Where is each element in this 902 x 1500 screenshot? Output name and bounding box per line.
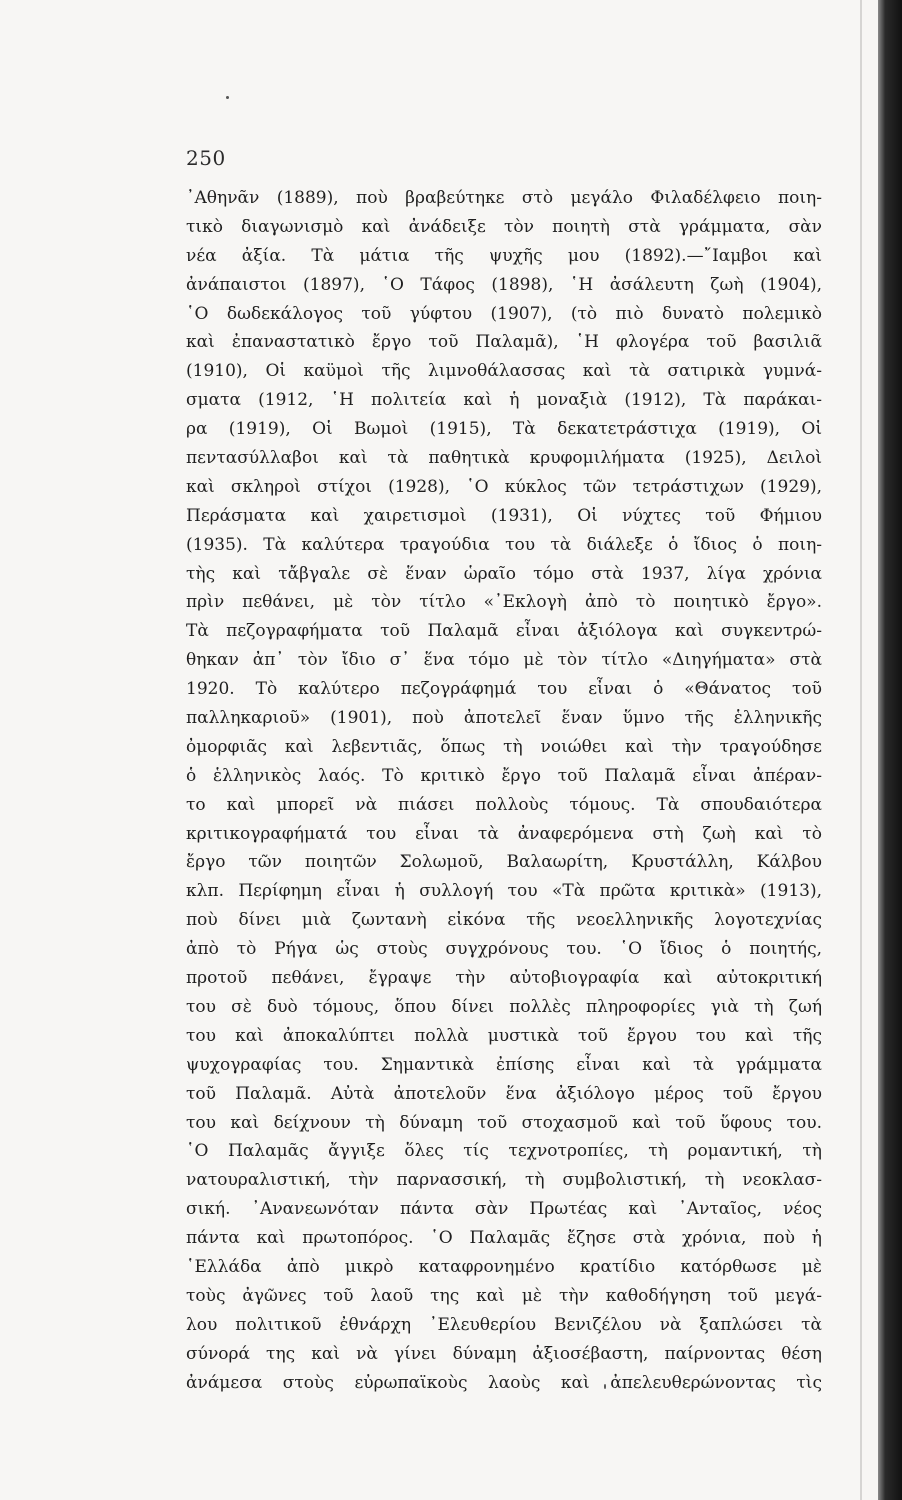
body-text xyxy=(186,184,822,1397)
text-line: Τὰ πεζογραφήματα τοῦ Παλαμᾶ εἶναι ἀξιόλογα καὶ συγκεντρώ- xyxy=(186,621,822,642)
text-line: το καὶ μπορεῖ νὰ πιάσει πολλοὺς τόμους. Τὰ σπουδαιότερα xyxy=(186,794,822,815)
text-line: νατουραλιστική, τὴν παρνασσική, τὴ συμβολιστική, τὴ νεοκλασ- xyxy=(186,1170,822,1191)
page-number: 250 xyxy=(186,146,226,170)
text-line: πεντασύλλαβοι καὶ τὰ παθητικὰ κρυφομιλήματα (1925), Δειλοὶ xyxy=(186,448,822,469)
text-line: ῾Ελλάδα ἀπὸ μικρὸ καταφρονημένο κρατίδιο κατόρθωσε μὲ xyxy=(186,1256,822,1277)
text-line: (1935). Τὰ καλύτερα τραγούδια του τὰ διάλεξε ὁ ἴδιος ὁ ποιη- xyxy=(186,534,822,555)
text-line: λου πολιτικοῦ ἐθνάρχη ᾿Ελευθερίου Βενιζέλου νὰ ξαπλώσει τὰ xyxy=(186,1314,822,1335)
text-line: τοὺς ἀγῶνες τοῦ λαοῦ της καὶ μὲ τὴν καθοδήγηση τοῦ μεγά- xyxy=(186,1285,822,1306)
text-line: πάντα καὶ πρωτοπόρος. ῾Ο Παλαμᾶς ἔζησε στὰ χρόνια, ποὺ ἡ xyxy=(186,1228,822,1249)
text-line: σματα (1912, ῾Η πολιτεία καὶ ἡ μοναξιὰ (1912), Τὰ παράκαι- xyxy=(186,390,822,411)
text-line: ψυχογραφίας του. Σημαντικὰ ἐπίσης εἶναι καὶ τὰ γράμματα xyxy=(186,1054,822,1075)
text-line: σύνορά της καὶ νὰ γίνει δύναμη ἀξιοσέβαστη, παίρνοντας θέση xyxy=(186,1343,822,1364)
text-line: κλπ. Περίφημη εἶναι ἡ συλλογή του «Τὰ πρῶτα κριτικὰ» (1913), xyxy=(186,881,822,902)
text-line: ἔργο τῶν ποιητῶν Σολωμοῦ, Βαλαωρίτη, Κρυστάλλη, Κάλβου xyxy=(186,852,822,873)
text-line: τοῦ Παλαμᾶ. Αὐτὰ ἀποτελοῦν ἕνα ἀξιόλογο μέρος τοῦ ἔργου xyxy=(186,1083,822,1104)
text-line: Περάσματα καὶ χαιρετισμοὶ (1931), Οἱ νύχτες τοῦ Φήμιου xyxy=(186,505,822,526)
text-line: θηκαν ἀπ᾿ τὸν ἴδιο σ᾿ ἕνα τόμο μὲ τὸν τίτλο «Διηγήματα» στὰ xyxy=(186,650,822,671)
text-line: του καὶ ἀποκαλύπτει πολλὰ μυστικὰ τοῦ ἔργου του καὶ τῆς xyxy=(186,1025,822,1046)
text-line: (1910), Οἱ καϋμοὶ τῆς λιμνοθάλασσας καὶ τὰ σατιρικὰ γυμνά- xyxy=(186,361,822,382)
text-line: νέα ἀξία. Τὰ μάτια τῆς ψυχῆς μου (1892).—῎Ιαμβοι καὶ xyxy=(186,245,822,266)
text-line: σική. ᾿Ανανεωνόταν πάντα σὰν Πρωτέας καὶ ᾿Ανταῖος, νέος xyxy=(186,1199,822,1220)
text-line: ρα (1919), Οἱ Βωμοὶ (1915), Τὰ δεκατετράστιχα (1919), Οἱ xyxy=(186,419,822,440)
text-line: ἀπὸ τὸ Ρήγα ὡς στοὺς συγχρόνους του. ῾Ο ἴδιος ὁ ποιητής, xyxy=(186,939,822,960)
text-line: ῾Ο Παλαμᾶς ἄγγιξε ὅλες τίς τεχνοτροπίες, τὴ ρομαντική, τὴ xyxy=(186,1141,822,1162)
scan-edge-shadow xyxy=(878,0,902,1500)
text-line: καὶ ἐπαναστατικὸ ἔργο τοῦ Παλαμᾶ), ῾Η φλογέρα τοῦ βασιλιᾶ xyxy=(186,332,822,353)
text-line: παλληκαριοῦ» (1901), ποὺ ἀποτελεῖ ἕναν ὕμνο τῆς ἑλληνικῆς xyxy=(186,708,822,729)
text-line: ὁ ἑλληνικὸς λαός. Τὸ κριτικὸ ἔργο τοῦ Παλαμᾶ εἶναι ἀπέραν- xyxy=(186,765,822,786)
text-line: ὀμορφιᾶς καὶ λεβεντιᾶς, ὅπως τὴ νοιώθει καὶ τὴν τραγούδησε xyxy=(186,736,822,757)
text-line: 1920. Τὸ καλύτερο πεζογράφημά του εἶναι ὁ «Θάνατος τοῦ xyxy=(186,679,822,700)
text-line: κριτικογραφήματά του εἶναι τὰ ἀναφερόμενα στὴ ζωὴ καὶ τὸ xyxy=(186,823,822,844)
text-line: ᾿Αθηνᾶν (1889), ποὺ βραβεύτηκε στὸ μεγάλο Φιλαδέλφειο ποιη- xyxy=(186,188,822,208)
scan-speck xyxy=(226,96,229,99)
text-line: του σὲ δυὸ τόμους, ὅπου δίνει πολλὲς πληροφορίες γιὰ τὴ ζωή xyxy=(186,996,822,1017)
text-line: ἀνάπαιστοι (1897), ῾Ο Τάφος (1898), ῾Η ἀσάλευτη ζωὴ (1904), xyxy=(186,274,822,295)
text-line: ἀνάμεσα στοὺς εὐρωπαϊκοὺς λαοὺς καὶ ἀπελευθερώνοντας τὶς xyxy=(186,1372,822,1393)
text-line: καὶ σκληροὶ στίχοι (1928), ῾Ο κύκλος τῶν τετράστιχων (1929), xyxy=(186,476,822,497)
page-fold-line xyxy=(860,0,862,1500)
text-line: ῾Ο δωδεκάλογος τοῦ γύφτου (1907), (τὸ πιὸ δυνατὸ πολεμικὸ xyxy=(186,303,822,324)
text-line: πρὶν πεθάνει, μὲ τὸν τίτλο «᾿Εκλογὴ ἀπὸ τὸ ποιητικὸ ἔργο». xyxy=(186,592,822,613)
text-line: προτοῦ πεθάνει, ἔγραψε τὴν αὐτοβιογραφία καὶ αὐτοκριτική xyxy=(186,968,822,989)
text-line: ποὺ δίνει μιὰ ζωντανὴ εἰκόνα τῆς νεοελληνικῆς λογοτεχνίας xyxy=(186,910,822,931)
text-line: τὴς καὶ τἄβγαλε σὲ ἕναν ὡραῖο τόμο στὰ 1937, λίγα χρόνια xyxy=(186,563,822,584)
text-line: του καὶ δείχνουν τὴ δύναμη τοῦ στοχασμοῦ καὶ τοῦ ὕφους του. xyxy=(186,1112,822,1133)
text-line: τικὸ διαγωνισμὸ καὶ ἀνάδειξε τὸν ποιητὴ στὰ γράμματα, σὰν xyxy=(186,216,822,237)
